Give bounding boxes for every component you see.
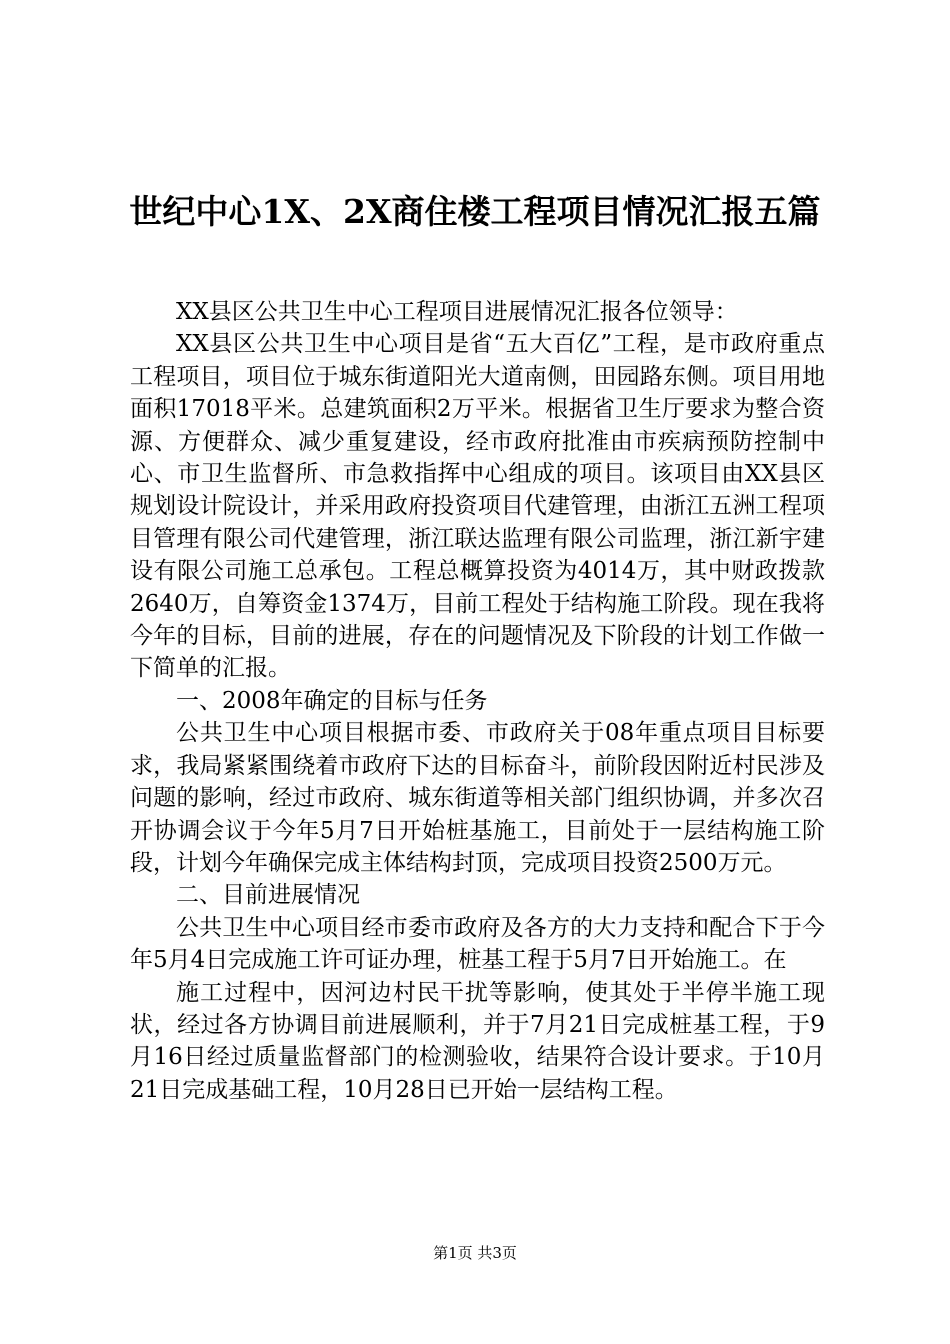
paragraph-goals: 公共卫生中心项目根据市委、市政府关于08年重点项目目标要求，我局紧紧围绕着市政府下达的目标奋斗，前阶段因附近村民涉及问题的影响，经过市政府、城东街道等相关部门组织协调，并多次召开协调会议于今年5月7日开始桩基施工，目前处于一层结构施工阶段，计划今年确保完成主体结构封顶，完成项目投资2500万元。 — [130, 720, 825, 876]
page-number-footer: 第1页 共3页 — [433, 1244, 517, 1262]
document-title: 世纪中心1X、2X商住楼工程项目情况汇报五篇 — [129, 192, 821, 231]
paragraph-greeting: XX县区公共卫生中心工程项目进展情况汇报各位领导： — [176, 299, 738, 325]
section-heading-progress: 二、目前进展情况 — [176, 882, 360, 909]
section-heading-goals: 一、2008年确定的目标与任务 — [176, 687, 488, 714]
paragraph-progress-1: 公共卫生中心项目经市委市政府及各方的大力支持和配合下于今年5月4日完成施工许可证办理，桩基工程于5月7日开始施工。在 — [130, 914, 825, 974]
paragraph-overview: XX县区公共卫生中心项目是省“五大百亿”工程，是市政府重点工程项目，项目位于城东街道阳光大道南侧，田园路东侧。项目用地面积17018平米。总建筑面积2万平米。根据省卫生厅要求为整合资源、方便群众、减少重复建设，经市政府批准由市疾病预防控制中心、市卫生监督所、市急救指挥中心组成的项目。该项目由XX县区规划设计院设计，并采用政府投资项目代建管理，由浙江五洲工程项目管理有限公司代建管理，浙江联达监理有限公司监理，浙江新宇建设有限公司施工总承包。工程总概算投资为4014万，其中财政拨款2640万，自筹资金1374万，目前工程处于结构施工阶段。现在我将今年的目标，目前的进展，存在的问题情况及下阶段的计划工作做一下简单的汇报。 — [130, 331, 825, 682]
paragraph-progress-2: 施工过程中，因河边村民干扰等影响，使其处于半停半施工现状，经过各方协调目前进展顺利，并于7月21日完成桩基工程，于9月16日经过质量监督部门的检测验收，结果符合设计要求。于10月21日完成基础工程，10月28日已开始一层结构工程。 — [130, 979, 825, 1103]
document-body — [130, 296, 825, 1106]
